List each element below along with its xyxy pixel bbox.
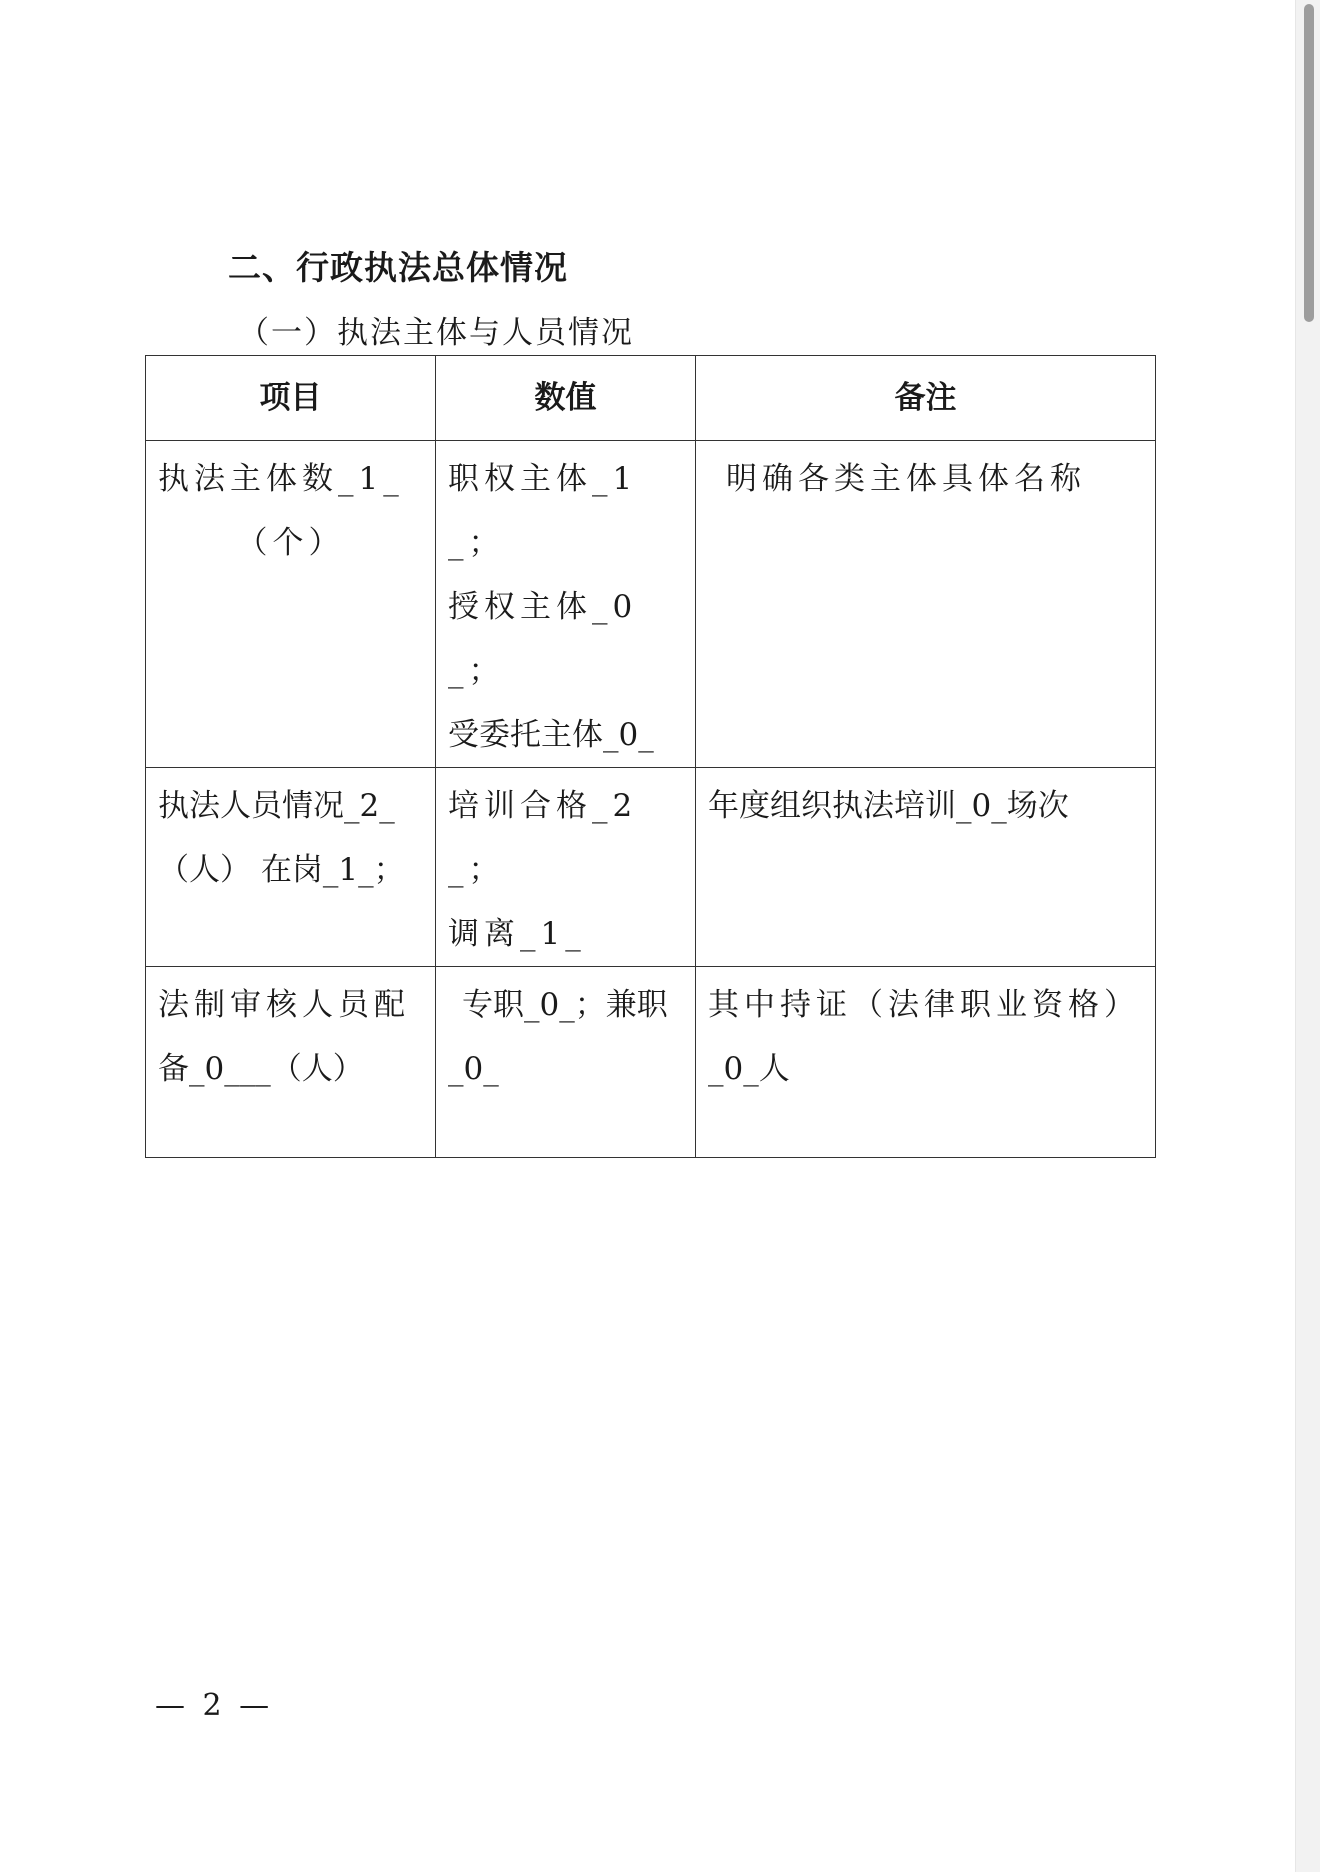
scrollbar-track[interactable] bbox=[1295, 0, 1320, 1872]
enforcement-stats-table bbox=[145, 355, 1156, 1158]
cell-line: （人） 在岗_1_； bbox=[158, 852, 405, 888]
cell-line: 受委托主体_0_ bbox=[448, 717, 654, 753]
cell-line: 备_0___（人） bbox=[158, 1051, 364, 1087]
cell-line: 培训合格_2_； bbox=[448, 788, 638, 888]
table-row bbox=[146, 967, 1156, 1158]
section-heading: 二、行政执法总体情况 bbox=[228, 248, 568, 287]
cell-value bbox=[436, 768, 696, 967]
cell-line: 其中持证（法律职业资格） bbox=[708, 987, 1140, 1023]
cell-line: 执法主体数_1_ bbox=[158, 461, 404, 497]
table-header-row bbox=[146, 356, 1156, 441]
cell-line: 法制审核人员配 bbox=[158, 987, 410, 1023]
cell-note bbox=[696, 967, 1156, 1158]
header-value: 数值 bbox=[436, 356, 696, 441]
cell-line: 授权主体_0_； bbox=[448, 589, 638, 689]
cell-line: 调离_1_ bbox=[448, 916, 586, 952]
table-row bbox=[146, 768, 1156, 967]
cell-item bbox=[146, 967, 436, 1158]
cell-line: _0_人 bbox=[708, 1051, 790, 1087]
sub-heading: （一）执法主体与人员情况 bbox=[238, 315, 634, 351]
cell-value bbox=[436, 441, 696, 768]
cell-value bbox=[436, 967, 696, 1158]
cell-line: 职权主体_1_； bbox=[448, 461, 638, 561]
scrollbar-thumb[interactable] bbox=[1304, 4, 1314, 322]
cell-line: 年度组织执法培训_0_场次 bbox=[708, 788, 1069, 824]
cell-item bbox=[146, 768, 436, 967]
cell-note bbox=[696, 768, 1156, 967]
cell-note bbox=[696, 441, 1156, 768]
header-item: 项目 bbox=[146, 356, 436, 441]
cell-line: 专职_0_；兼职 bbox=[462, 987, 668, 1023]
cell-line: 执法人员情况_2_ bbox=[158, 788, 395, 824]
cell-item bbox=[146, 441, 436, 768]
table-row bbox=[146, 441, 1156, 768]
cell-line: _0_ bbox=[448, 1051, 499, 1087]
page-number: — 2 — bbox=[155, 1688, 274, 1723]
cell-line: （个） bbox=[236, 525, 345, 561]
header-note: 备注 bbox=[696, 356, 1156, 441]
cell-line: 明确各类主体具体名称 bbox=[726, 461, 1086, 497]
